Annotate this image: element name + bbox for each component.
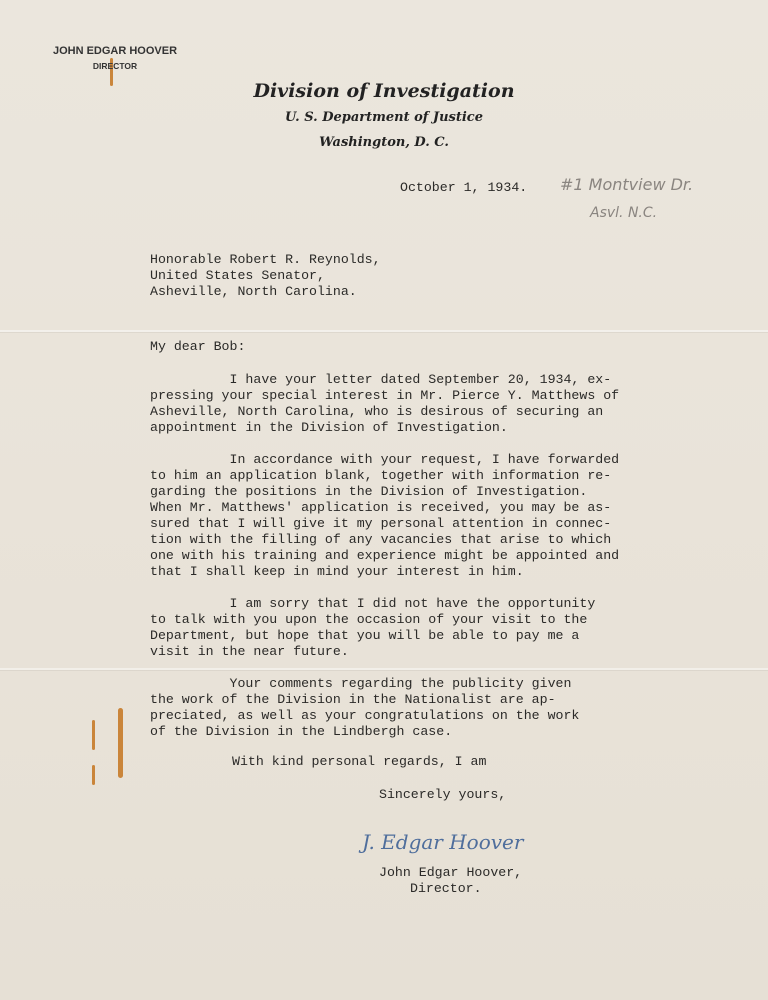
paragraph-3 [150,596,595,660]
recipient-address [150,252,381,300]
rust-stain [92,765,95,785]
text-line: garding the positions in the Division of Investigation. [150,484,588,499]
letterhead-dept: U. S. Department of Justice [285,110,483,125]
text-line: Department, but hope that you will be able to pay me a [150,628,580,643]
rust-stain [92,720,95,750]
text-line: In accordance with your request, I have forwarded [150,452,620,467]
text-line: that I shall keep in mind your interest in him. [150,564,524,579]
salutation: My dear Bob: [150,339,246,354]
paragraph-2 [150,452,619,580]
recipient-line: United States Senator, [150,268,325,283]
paragraph-4 [150,676,579,740]
text-line: Your comments regarding the publicity given [150,676,572,691]
closing: Sincerely yours, [379,787,507,802]
text-line: I have your letter dated September 20, 1934, ex- [150,372,612,387]
signature: J. Edgar Hoover [362,830,524,854]
paper-fold [0,668,768,670]
paper-fold [0,330,768,332]
text-line: When Mr. Matthews' application is received, you may be as- [150,500,612,515]
text-line: appointment in the Division of Investigation. [150,420,508,435]
text-line: tion with the filling of any vacancies that arise to which [150,532,612,547]
text-line: Asheville, North Carolina, who is desirous of securing an [150,404,604,419]
text-line: of the Division in the Lindbergh case. [150,724,453,739]
letterhead-org: Division of Investigation [253,80,515,102]
regards-line: With kind personal regards, I am [232,754,487,769]
letterhead-title: DIRECTOR [92,61,138,71]
recipient-line: Asheville, North Carolina. [150,284,357,299]
text-line: to him an application blank, together with information re- [150,468,612,483]
text-line: visit in the near future. [150,644,349,659]
handwritten-note-line1: #1 Montview Dr. [560,175,694,194]
text-line: I am sorry that I did not have the opportunity [150,596,596,611]
handwritten-note-line2: Asvl. N.C. [590,205,658,221]
text-line: one with his training and experience might be appointed and [150,548,620,563]
rust-stain [118,708,123,778]
signer-title: Director. [410,881,482,896]
text-line: preciated, as well as your congratulations on the work [150,708,580,723]
signer-name: John Edgar Hoover, [379,865,523,880]
letterhead-city: Washington, D. C. [319,135,449,150]
text-line: sured that I will give it my personal attention in connec- [150,516,612,531]
text-line: the work of the Division in the Nationalist are ap- [150,692,556,707]
text-line: to talk with you upon the occasion of your visit to the [150,612,588,627]
recipient-line: Honorable Robert R. Reynolds, [150,252,381,267]
paragraph-1 [150,372,619,436]
text-line: pressing your special interest in Mr. Pierce Y. Matthews of [150,388,620,403]
letterhead-name: JOHN EDGAR HOOVER [52,45,178,57]
letter-date: October 1, 1934. [400,180,528,195]
